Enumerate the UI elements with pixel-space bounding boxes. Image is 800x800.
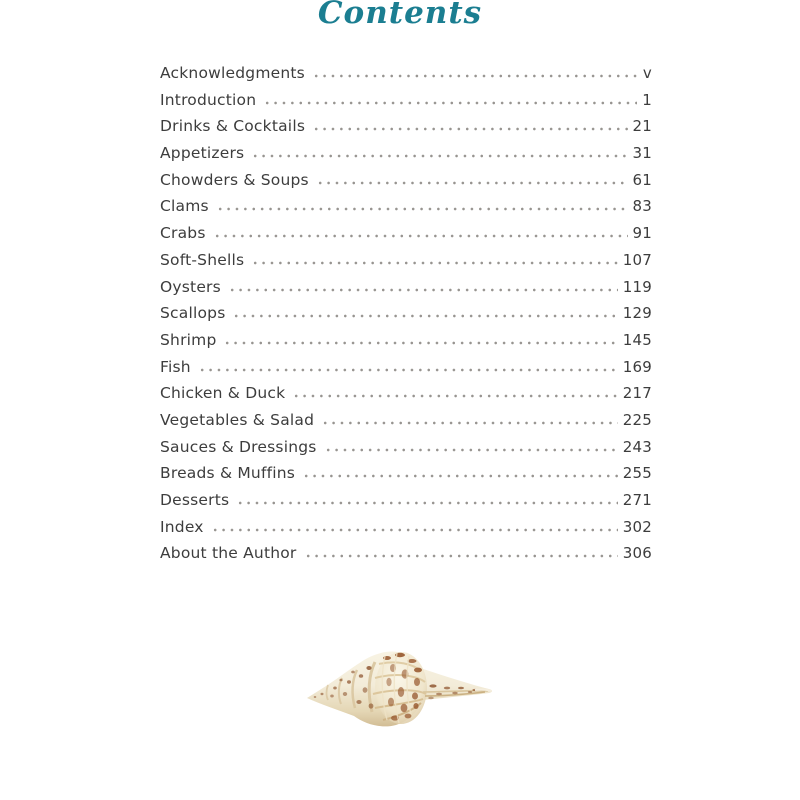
dot-leader [324, 448, 618, 452]
toc-entry-page: v [642, 64, 652, 82]
dot-leader [213, 234, 628, 238]
toc-entry-page: 217 [622, 384, 652, 403]
toc-entry [160, 544, 652, 571]
page-title: Contents [317, 0, 483, 31]
toc-entry-label: Scallops [160, 304, 226, 323]
toc-entry [160, 144, 652, 171]
toc-entry-page: 107 [622, 250, 652, 269]
toc-entry-page: 1 [642, 90, 652, 109]
seashell-icon [305, 648, 495, 732]
toc-entry-page: 129 [622, 304, 652, 323]
toc-entry-page: 306 [622, 544, 652, 563]
dot-leader [251, 261, 618, 265]
toc-entry-label: Chicken & Duck [160, 384, 286, 403]
toc-entry [160, 518, 652, 545]
toc-entry-label: Soft-Shells [160, 250, 245, 269]
toc-list [160, 64, 652, 571]
dot-leader [263, 101, 637, 105]
toc-entry [160, 438, 652, 465]
toc-entry [160, 91, 652, 118]
toc-entry [160, 224, 652, 251]
dot-leader [211, 528, 618, 532]
toc-entry [160, 64, 652, 91]
toc-entry-label: Crabs [160, 224, 206, 243]
toc-entry [160, 411, 652, 438]
toc-entry-label: Appetizers [160, 144, 245, 163]
toc-entry [160, 331, 652, 358]
toc-entry-page: 61 [632, 170, 652, 189]
toc-entry-page: 21 [632, 117, 652, 136]
toc-entry-page: 145 [622, 330, 652, 349]
toc-entry-page: 271 [622, 491, 652, 509]
toc-entry [160, 464, 652, 491]
toc-entry [160, 117, 652, 144]
dot-leader [232, 314, 617, 318]
toc-entry-label: Sauces & Dressings [160, 437, 317, 456]
toc-entry-label: Vegetables & Salad [160, 410, 315, 429]
toc-entry-label: Clams [160, 197, 209, 216]
dot-leader [316, 181, 628, 185]
toc-entry-label: About the Author [160, 544, 297, 563]
dot-leader [292, 394, 618, 398]
dot-leader [302, 474, 618, 478]
toc-entry-page: 31 [632, 144, 652, 163]
toc-entry-label: Chowders & Soups [160, 170, 309, 189]
toc-entry-page: 255 [622, 464, 652, 483]
dot-leader [236, 501, 617, 505]
toc-entry-page: 243 [622, 437, 652, 456]
toc-entry-label: Index [160, 517, 204, 536]
toc-entry [160, 491, 652, 518]
toc-entry [160, 171, 652, 198]
toc-entry-label: Introduction [160, 90, 257, 109]
toc-entry-page: 302 [622, 517, 652, 536]
toc-entry-page: 91 [632, 224, 652, 243]
toc-entry-page: 119 [622, 277, 652, 296]
toc-entry-label: Drinks & Cocktails [160, 117, 306, 136]
toc-entry-page: 83 [632, 197, 652, 216]
toc-entry-page: 225 [622, 410, 652, 429]
toc-entry-page: 169 [622, 357, 652, 376]
dot-leader [304, 554, 618, 558]
toc-entry [160, 358, 652, 385]
seashell-image [0, 648, 800, 736]
dot-leader [251, 154, 627, 158]
toc-entry [160, 278, 652, 305]
toc-entry-label: Fish [160, 357, 191, 376]
dot-leader [321, 421, 618, 425]
toc-entry-label: Breads & Muffins [160, 464, 296, 483]
toc-entry [160, 197, 652, 224]
toc-entry [160, 251, 652, 278]
toc-entry-label: Acknowledgments [160, 64, 305, 82]
toc-entry [160, 384, 652, 411]
toc-entry [160, 304, 652, 331]
toc-entry-label: Shrimp [160, 330, 217, 349]
toc-entry-label: Oysters [160, 277, 221, 296]
dot-leader [216, 207, 628, 211]
dot-leader [198, 368, 618, 372]
toc-entry-label: Desserts [160, 491, 230, 509]
dot-leader [223, 341, 617, 345]
dot-leader [312, 74, 638, 78]
dot-leader [228, 288, 618, 292]
dot-leader [312, 127, 627, 131]
